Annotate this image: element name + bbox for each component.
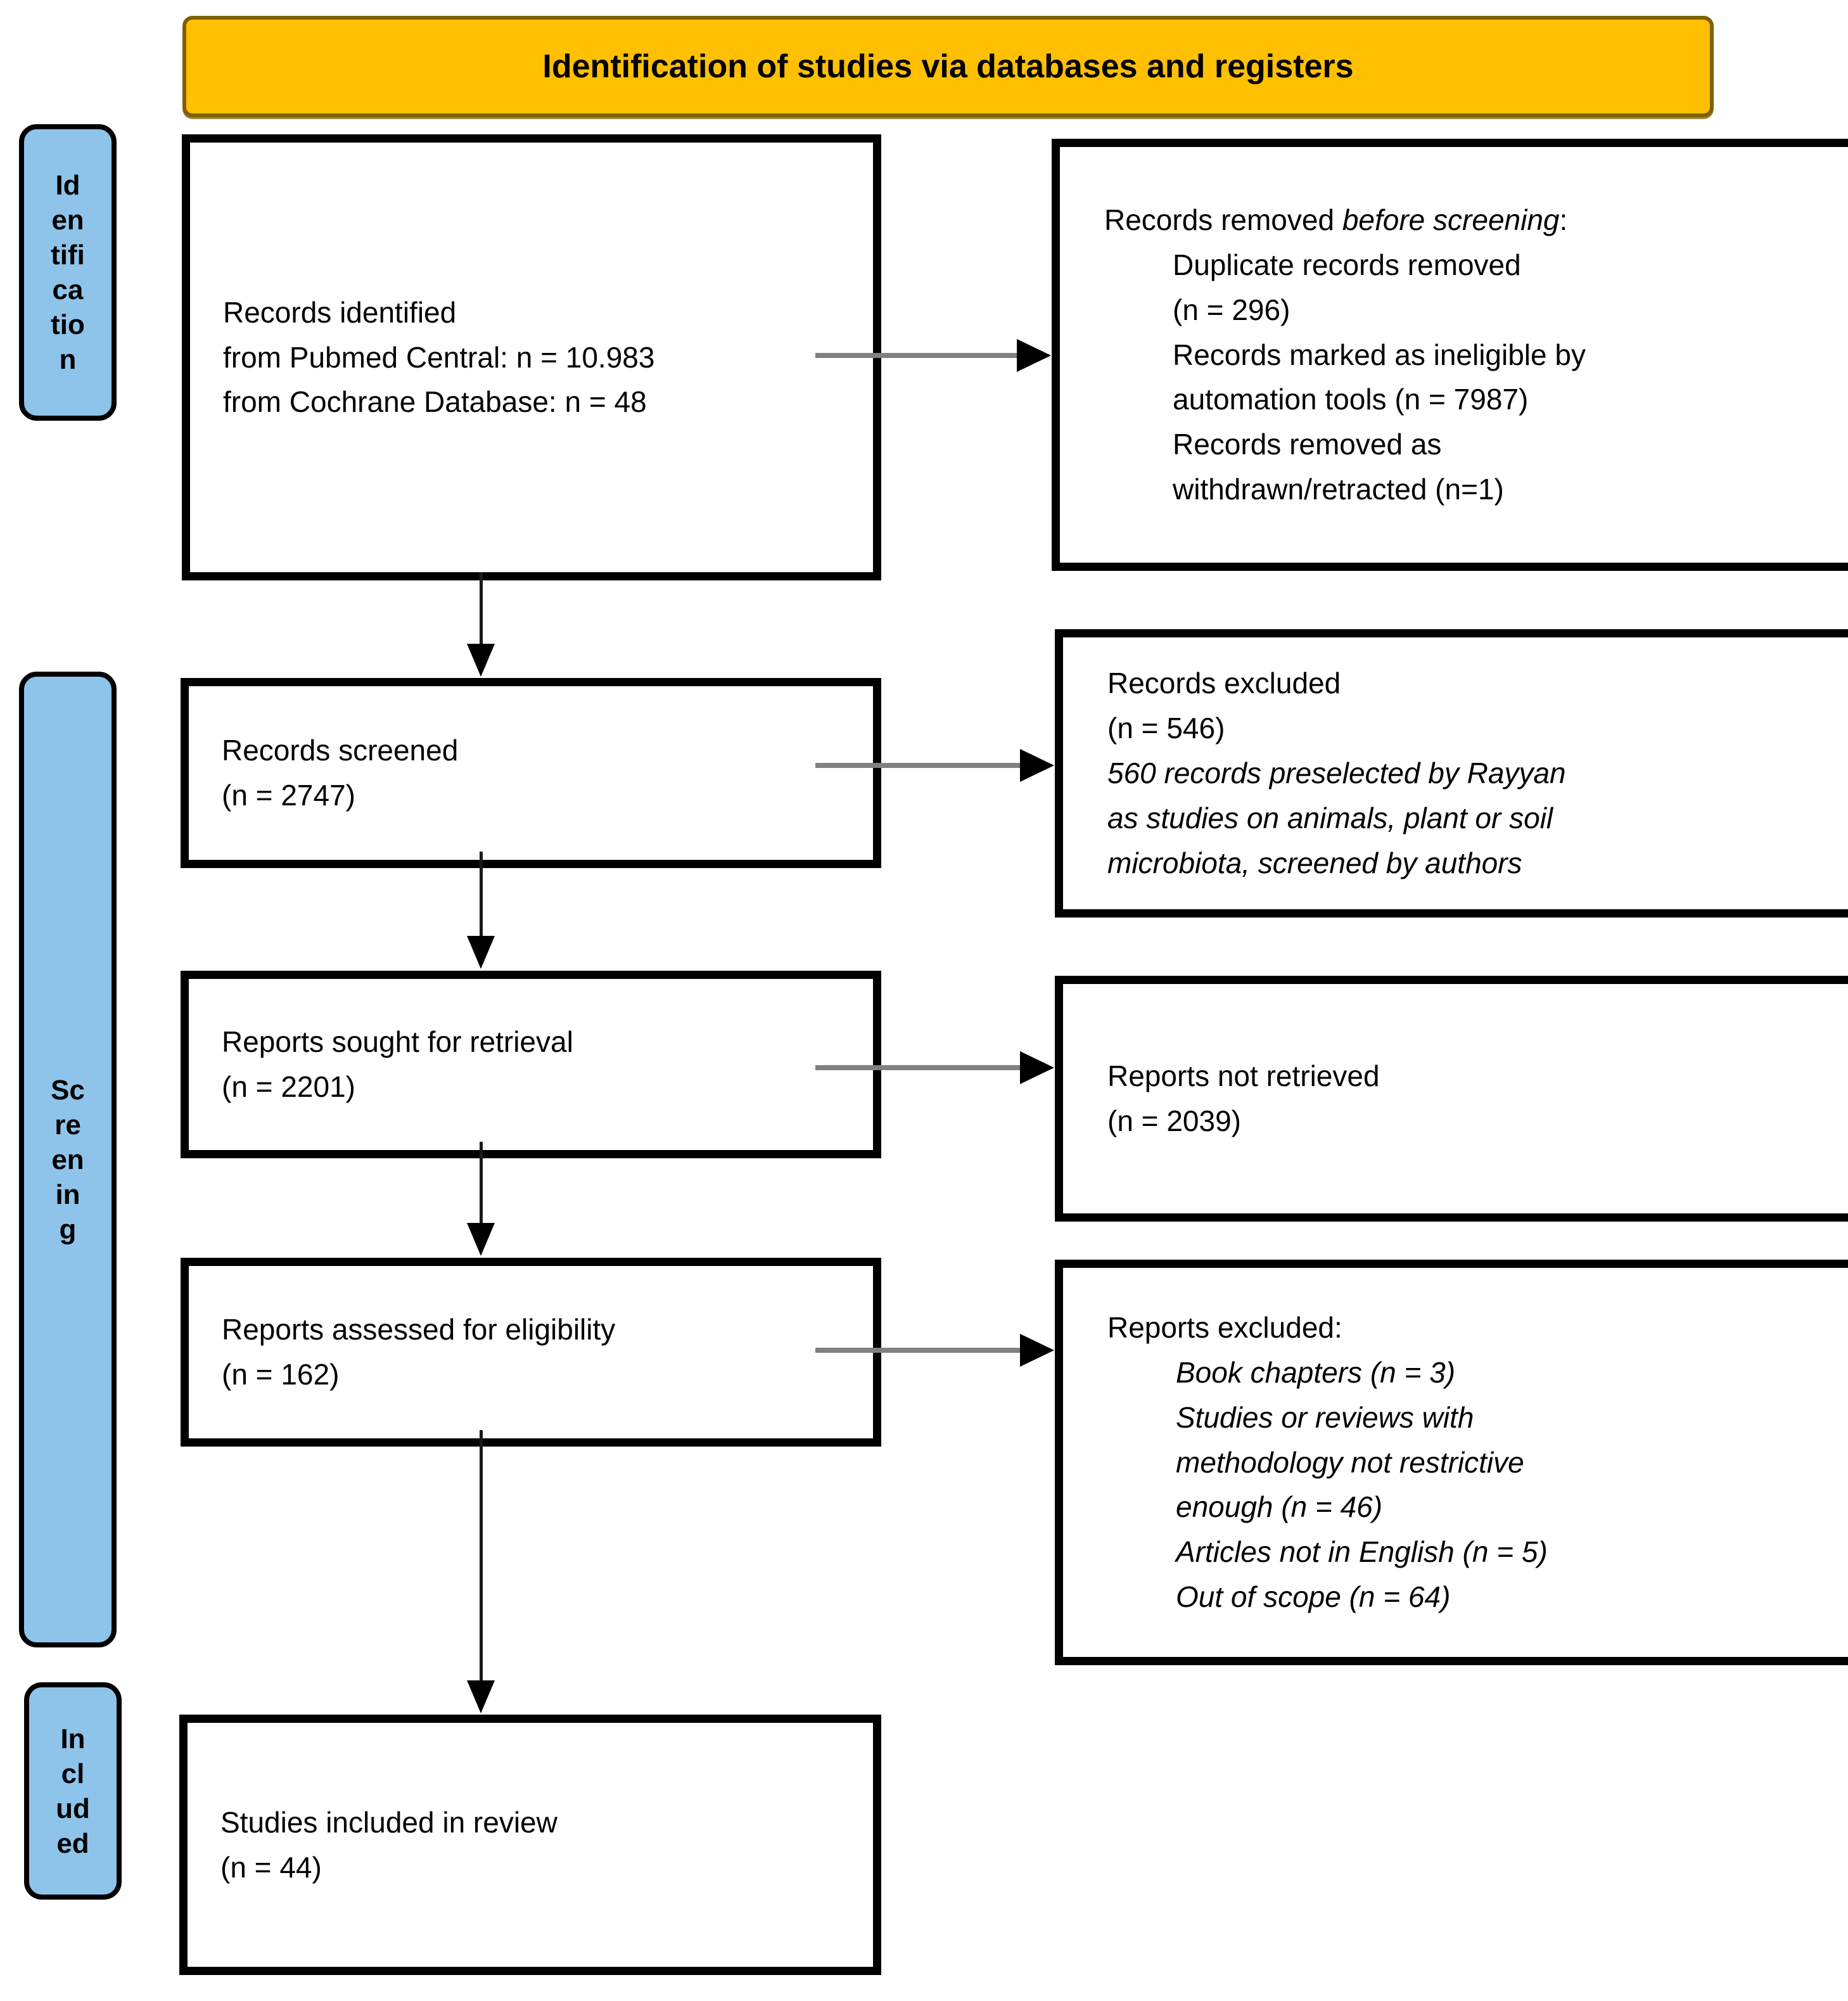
- stage-identification-line: tio: [51, 309, 85, 340]
- arrow-identified-to-removed-line: [815, 353, 1018, 358]
- records-identified-line: from Cochrane Database: n = 48: [223, 385, 647, 419]
- reports-excluded-item: Book chapters (n = 3): [1176, 1355, 1456, 1389]
- stage-included-line: ud: [56, 1793, 90, 1824]
- reports-excluded-item: Studies or reviews with: [1176, 1400, 1474, 1434]
- records-removed-item: automation tools (n = 7987): [1173, 383, 1529, 416]
- records-screened-line: (n = 2747): [222, 779, 355, 812]
- records-excluded-note-line: 560 records preselected by Rayyan: [1107, 757, 1566, 790]
- arrow-assessed-to-reportsexcluded-line: [815, 1348, 1021, 1353]
- banner: [182, 16, 1714, 117]
- arrow-assessed-to-included-head: [467, 1680, 495, 1713]
- arrow-sought-to-assessed-line: [480, 1142, 483, 1224]
- box-records-removed: [1052, 139, 1848, 571]
- reports-assessed-line: Reports assessed for eligibility: [222, 1313, 616, 1346]
- arrow-screened-to-excluded-line: [815, 763, 1021, 768]
- box-reports-not-retrieved: [1055, 976, 1848, 1222]
- studies-included-line: Studies included in review: [220, 1805, 558, 1839]
- records-removed-heading: Records removed before screening:: [1104, 203, 1568, 237]
- arrow-sought-to-assessed-head: [467, 1223, 495, 1256]
- stage-identification-line: n: [59, 344, 77, 375]
- reports-excluded-item: Articles not in English (n = 5): [1176, 1535, 1548, 1569]
- records-removed-item: (n = 296): [1173, 293, 1290, 326]
- stage-included-line: ed: [56, 1827, 89, 1859]
- arrow-screened-to-sought-head: [467, 936, 495, 969]
- stage-screening: [19, 672, 117, 1647]
- arrow-assessed-to-included-line: [480, 1430, 483, 1682]
- records-removed-item: withdrawn/retracted (n=1): [1173, 473, 1504, 506]
- stage-identification-line: ca: [52, 274, 84, 305]
- stage-screening-line: re: [54, 1109, 81, 1141]
- records-identified-line: Records identified: [223, 295, 457, 329]
- stage-identification-line: Id: [55, 170, 80, 201]
- stage-included: [24, 1682, 122, 1900]
- reports-excluded-item: enough (n = 46): [1176, 1490, 1383, 1524]
- arrow-assessed-to-reportsexcluded-head: [1020, 1334, 1054, 1367]
- records-removed-item: Duplicate records removed: [1173, 248, 1521, 281]
- records-excluded-line: Records excluded: [1107, 667, 1341, 700]
- reports-assessed-line: (n = 162): [222, 1358, 340, 1391]
- reports-not-retrieved-line: (n = 2039): [1107, 1104, 1241, 1137]
- reports-excluded-item: Out of scope (n = 64): [1176, 1580, 1451, 1614]
- box-studies-included: [179, 1715, 881, 1975]
- stage-included-line: In: [60, 1723, 86, 1755]
- box-records-screened: [181, 678, 881, 868]
- stage-screening-line: g: [59, 1213, 77, 1245]
- arrow-screened-to-sought-line: [480, 852, 483, 937]
- records-excluded-note-line: as studies on animals, plant or soil: [1107, 801, 1553, 834]
- stage-identification: [19, 124, 117, 421]
- arrow-identified-to-screened-head: [467, 644, 495, 677]
- box-records-excluded: [1055, 629, 1848, 917]
- reports-excluded-item: methodology not restrictive: [1176, 1445, 1524, 1479]
- box-reports-sought: [181, 971, 881, 1158]
- records-removed-item: Records marked as ineligible by: [1173, 338, 1586, 371]
- records-removed-item: Records removed as: [1173, 428, 1442, 461]
- reports-sought-line: Reports sought for retrieval: [222, 1025, 573, 1059]
- arrow-sought-to-notretrieved-head: [1020, 1051, 1054, 1084]
- box-records-identified: [182, 134, 881, 580]
- records-screened-line: Records screened: [222, 734, 459, 767]
- records-excluded-line: (n = 546): [1107, 712, 1225, 745]
- arrow-screened-to-excluded-head: [1020, 749, 1054, 782]
- records-excluded-note-line: microbiota, screened by authors: [1107, 846, 1522, 879]
- reports-sought-line: (n = 2201): [222, 1070, 355, 1103]
- box-reports-excluded: [1055, 1260, 1848, 1665]
- reports-excluded-heading: Reports excluded:: [1107, 1311, 1342, 1345]
- records-identified-line: from Pubmed Central: n = 10.983: [223, 340, 655, 374]
- studies-included-line: (n = 44): [220, 1850, 322, 1884]
- stage-identification-line: en: [51, 205, 84, 236]
- stage-screening-line: Sc: [51, 1074, 85, 1106]
- stage-screening-line: en: [51, 1144, 84, 1175]
- box-reports-assessed: [181, 1258, 881, 1447]
- stage-screening-line: in: [55, 1179, 80, 1210]
- arrow-sought-to-notretrieved-line: [815, 1065, 1021, 1070]
- banner-title: Identification of studies via databases and registers: [542, 48, 1354, 85]
- stage-included-line: cl: [61, 1758, 85, 1789]
- arrow-identified-to-removed-head: [1017, 339, 1051, 372]
- stage-identification-line: tifi: [51, 240, 85, 271]
- reports-not-retrieved-line: Reports not retrieved: [1107, 1059, 1380, 1093]
- arrow-identified-to-screened-line: [480, 572, 483, 647]
